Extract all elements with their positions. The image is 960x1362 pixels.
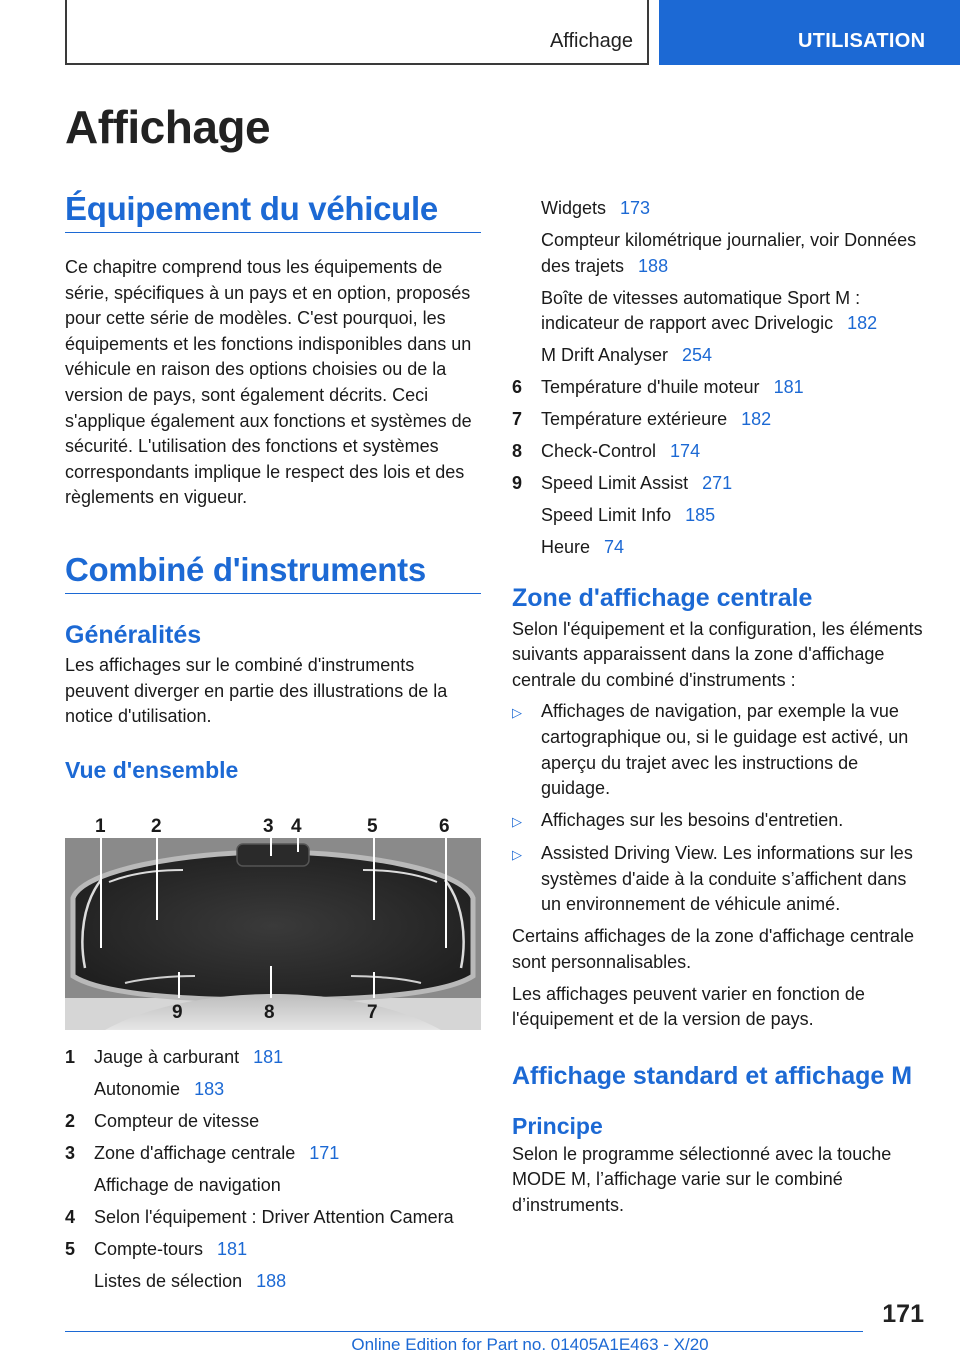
list-item: Speed Limit Info 185 — [541, 505, 716, 526]
page-ref-link[interactable]: 181 — [773, 377, 804, 398]
page-ref-link[interactable]: 188 — [638, 255, 669, 276]
list-item: ▷ Affichages sur les besoins d'entretien. — [512, 808, 928, 835]
list-item: M Drift Analyser 254 — [541, 345, 713, 366]
list-item: 1 Jauge à carburant 181 — [65, 1046, 284, 1067]
page-ref-link[interactable]: 174 — [670, 441, 701, 462]
page-ref-link[interactable]: 173 — [620, 198, 651, 218]
page-ref-link[interactable]: 254 — [682, 345, 713, 366]
page-ref-link[interactable]: 181 — [253, 1046, 284, 1067]
figure-label-6: 6 — [439, 815, 450, 837]
triangle-bullet-icon: ▷ — [512, 847, 522, 863]
legend-list-right — [512, 196, 928, 561]
list-item: Listes de sélection 188 — [94, 1270, 287, 1291]
paragraph-personnalisables: Certains affichages de la zone d'affichage centrale sont personnalisables. — [512, 926, 915, 972]
list-item: Autonomie 183 — [94, 1078, 225, 1099]
heading-equipement: Équipement du véhicule — [65, 190, 481, 233]
list-item: 6 Température d'huile moteur 181 — [512, 377, 804, 398]
header-chapter-tab[interactable]: UTILISATION — [659, 0, 960, 65]
paragraph-varier: Les affichages peuvent varier en fonction de l'équipement et de la version de pays. — [512, 983, 865, 1030]
figure-label-5: 5 — [367, 815, 378, 837]
list-item: 4 Selon l'équipement : Driver Attention Camera — [65, 1206, 454, 1227]
list-item: Heure 74 — [541, 537, 625, 558]
paragraph-principe: Selon le programme sélectionné avec la touche MODE M, l’affichage varie sur le combiné d’instruments. — [512, 1143, 892, 1215]
page-title: Affichage — [65, 101, 271, 153]
page-ref-link[interactable]: 271 — [702, 473, 733, 494]
heading-affichage-standard: Affichage standard et affichage M — [512, 1061, 913, 1090]
figure-label-2: 2 — [151, 815, 162, 837]
figure-label-4: 4 — [291, 815, 302, 837]
list-item: Boîte de vitesses automatique Sport M : indicateur de rapport avec Drivelogic 182 — [541, 287, 878, 334]
triangle-bullet-icon: ▷ — [512, 705, 522, 721]
page-ref-link[interactable]: 183 — [194, 1078, 225, 1099]
figure-label-9: 9 — [172, 1001, 183, 1023]
figure-label-8: 8 — [264, 1001, 275, 1023]
header-section-title: Affichage — [549, 30, 633, 52]
header-frame — [65, 0, 649, 65]
list-item: Widgets 173 — [541, 198, 651, 218]
list-item: 3 Zone d'affichage centrale 171 — [65, 1142, 340, 1163]
list-item: 5 Compte-tours 181 — [65, 1238, 248, 1259]
page-ref-link[interactable]: 182 — [741, 409, 772, 430]
heading-generalites: Généralités — [65, 620, 202, 649]
list-item: ▷ Assisted Driving View. Les informations sur les systèmes d'aide à la conduite s’affichent dans un environnement de véhicule animé. — [512, 841, 928, 918]
page-ref-link[interactable]: 182 — [847, 313, 878, 334]
figure-label-7: 7 — [367, 1001, 378, 1023]
figure-label-3: 3 — [263, 815, 274, 837]
page-ref-link[interactable]: 185 — [685, 505, 716, 526]
list-item: 8 Check-Control 174 — [512, 441, 701, 462]
heading-principe: Principe — [512, 1112, 603, 1139]
figure-label-1: 1 — [95, 815, 106, 837]
page-number: 171 — [882, 1300, 924, 1328]
heading-combine: Combiné d'instruments — [65, 551, 481, 594]
list-item: ▷ Affichages de navigation, par exemple la vue cartographique ou, si le guidage est activé, un aperçu du trajet avec les instructions de guidage. — [512, 699, 928, 801]
left-column — [65, 190, 481, 1301]
paragraph-equipement: Ce chapitre comprend tous les équipements de série, spécifiques à un pays et en option, proposés pour cette série de modèles. C'est pourquoi, les équipements et les fonctions indisponibles dans un véhicule en raison des options choisies ou de la version de pays, sont également décrits. Ceci s'applique également aux fonctions et systèmes de sécurité. L'utilisation des fonctions et systèmes correspondants implique le respect des lois et des règlements en vigueur. — [65, 257, 472, 508]
instrument-cluster-figure — [65, 808, 481, 1030]
page-ref-link[interactable]: 74 — [604, 537, 625, 558]
legend-list-left — [65, 1045, 481, 1294]
footer-divider — [65, 1331, 863, 1332]
list-item: 7 Température extérieure 182 — [512, 409, 772, 430]
footer-edition: Online Edition for Part no. 01405A1E463 - X/20 — [351, 1335, 709, 1354]
list-item: 2 Compteur de vitesse — [65, 1110, 260, 1131]
list-item: 9 Speed Limit Assist 271 — [512, 473, 733, 494]
heading-vue-ensemble: Vue d'ensemble — [65, 756, 239, 783]
triangle-bullet-icon: ▷ — [512, 814, 522, 830]
list-item: Affichage de navigation — [94, 1174, 281, 1195]
page-ref-link[interactable]: 181 — [217, 1238, 248, 1259]
paragraph-zone-centrale: Selon l'équipement et la configuration, les éléments suivants apparaissent dans la zone d'affichage centrale du combiné d'instruments : — [512, 618, 923, 690]
heading-zone-centrale: Zone d'affichage centrale — [512, 583, 813, 612]
page-ref-link[interactable]: 188 — [256, 1270, 287, 1291]
list-item: Compteur kilométrique journalier, voir Données des trajets 188 — [541, 229, 917, 276]
page-ref-link[interactable]: 171 — [309, 1142, 340, 1163]
right-column — [512, 196, 928, 1219]
paragraph-generalites: Les affichages sur le combiné d'instruments peuvent diverger en partie des illustrations de la notice d'utilisation. — [65, 654, 448, 727]
bullet-list-zone — [512, 699, 928, 918]
